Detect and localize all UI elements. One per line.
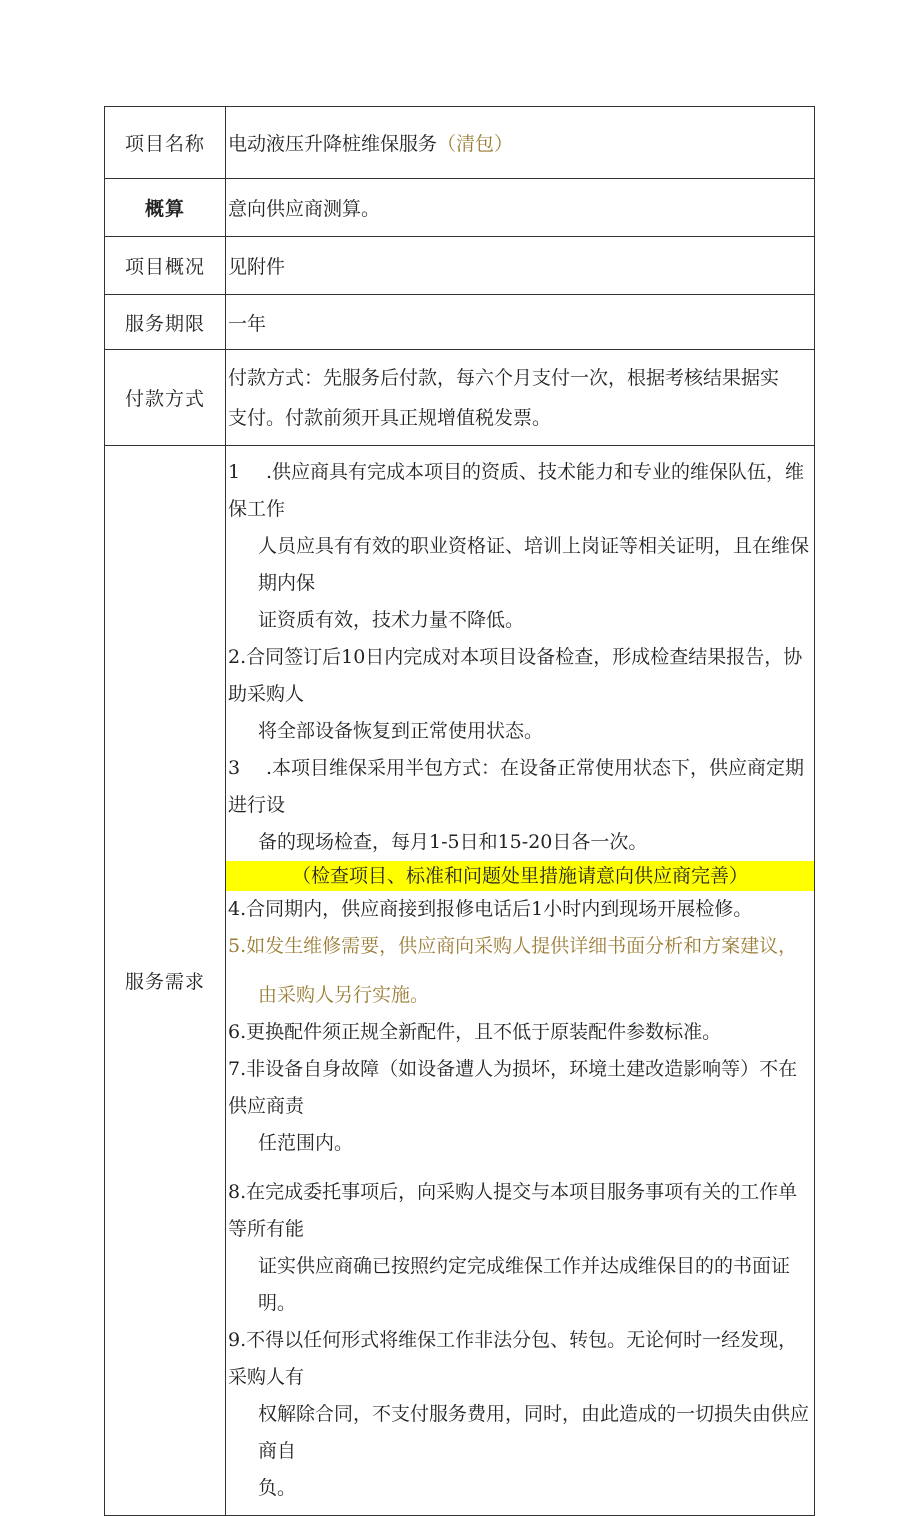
item-text: .合同签订后10日内完成对本项目设备检查，形成检查结果报告，协助采购人 <box>228 646 803 705</box>
value-service-period: 一年 <box>226 295 815 350</box>
item-continuation: 任范围内。 <box>258 1132 354 1154</box>
item-text: .不得以任何形式将维保工作非法分包、转包。无论何时一经发现，采购人有 <box>228 1329 798 1388</box>
item-number: 2 <box>228 646 241 668</box>
item-continuation: 备的现场检查，每月1-5日和15-20日各一次。 <box>258 831 648 853</box>
item-text: .更换配件须正规全新配件，且不低于原装配件参数标准。 <box>240 1021 722 1043</box>
spacer <box>228 965 812 977</box>
item-number: 4 <box>228 898 241 920</box>
service-requirements-list <box>226 446 815 1516</box>
list-item <box>228 454 812 639</box>
list-item <box>228 750 812 861</box>
item-number: 5 <box>228 935 241 957</box>
row-service-requirements <box>105 446 815 1516</box>
item-text: .在完成委托事项后，向采购人提交与本项目服务事项有关的工作单等所有能 <box>228 1181 798 1240</box>
list-item <box>228 1051 812 1162</box>
highlight-note: （检查项目、标准和问题处里措施请意向供应商完善） <box>226 861 814 891</box>
label-service-period: 服务期限 <box>105 295 226 350</box>
item-continuation: 负。 <box>258 1477 297 1499</box>
row-overview <box>105 237 815 295</box>
list-item <box>228 1014 812 1051</box>
item-continuation: 人员应具有有效的职业资格证、培训上岗证等相关证明，且在维保期内保 <box>258 535 810 594</box>
item-continuation: 将全部设备恢复到正常使用状态。 <box>258 720 544 742</box>
project-name-text: 电动液压升降桩维保服务 <box>228 133 438 155</box>
label-budget: 概算 <box>105 179 226 237</box>
item-text: .本项目维保采用半包方式：在设备正常使用状态下，供应商定期进行设 <box>228 757 805 816</box>
payment-line-1: 付款方式：先服务后付款，每六个月支付一次，根据考核结果据实 <box>228 366 780 389</box>
list-item <box>228 1174 812 1322</box>
label-payment: 付款方式 <box>105 350 226 446</box>
list-item <box>228 928 812 1014</box>
list-item <box>228 1322 812 1507</box>
item-continuation: 由采购人另行实施。 <box>258 984 430 1006</box>
spacer <box>228 1162 812 1174</box>
item-text: .合同期内，供应商接到报修电话后1小时内到现场开展检修。 <box>240 898 753 920</box>
row-budget <box>105 179 815 237</box>
item-text: .供应商具有完成本项目的资质、技术能力和专业的维保队伍，维保工作 <box>228 461 805 520</box>
payment-line-2: 支付。付款前须开具正规增值税发票。 <box>228 406 552 429</box>
item-number: 1 <box>228 461 241 483</box>
value-project-name <box>226 107 815 179</box>
item-number: 3 <box>228 757 241 779</box>
item-continuation: 权解除合同，不支付服务费用，同时，由此造成的一切损失由供应商自 <box>258 1403 810 1462</box>
project-name-extra: （清包） <box>437 133 514 155</box>
value-budget: 意向供应商测算。 <box>226 179 815 237</box>
item-number: 6 <box>228 1021 241 1043</box>
item-continuation: 证实供应商确已按照约定完成维保工作并达成维保目的的书面证明。 <box>258 1255 791 1314</box>
row-project-name <box>105 107 815 179</box>
label-project-name: 项目名称 <box>105 107 226 179</box>
list-item <box>228 639 812 750</box>
item-number: 8 <box>228 1181 241 1203</box>
item-text: .如发生维修需要，供应商向采购人提供详细书面分析和方案建议， <box>240 935 798 957</box>
item-number: 9 <box>228 1329 241 1351</box>
item-text: .非设备自身故障（如设备遭人为损坏，环境土建改造影响等）不在供应商责 <box>228 1058 798 1117</box>
value-payment <box>226 350 815 446</box>
label-overview: 项目概况 <box>105 237 226 295</box>
row-service-period <box>105 295 815 350</box>
label-service-requirements: 服务需求 <box>105 446 226 1516</box>
item-number: 7 <box>228 1058 241 1080</box>
list-item <box>228 891 812 928</box>
project-info-table <box>104 106 815 1516</box>
row-payment <box>105 350 815 446</box>
value-overview: 见附件 <box>226 237 815 295</box>
item-continuation: 证资质有效，技术力量不降低。 <box>258 609 525 631</box>
